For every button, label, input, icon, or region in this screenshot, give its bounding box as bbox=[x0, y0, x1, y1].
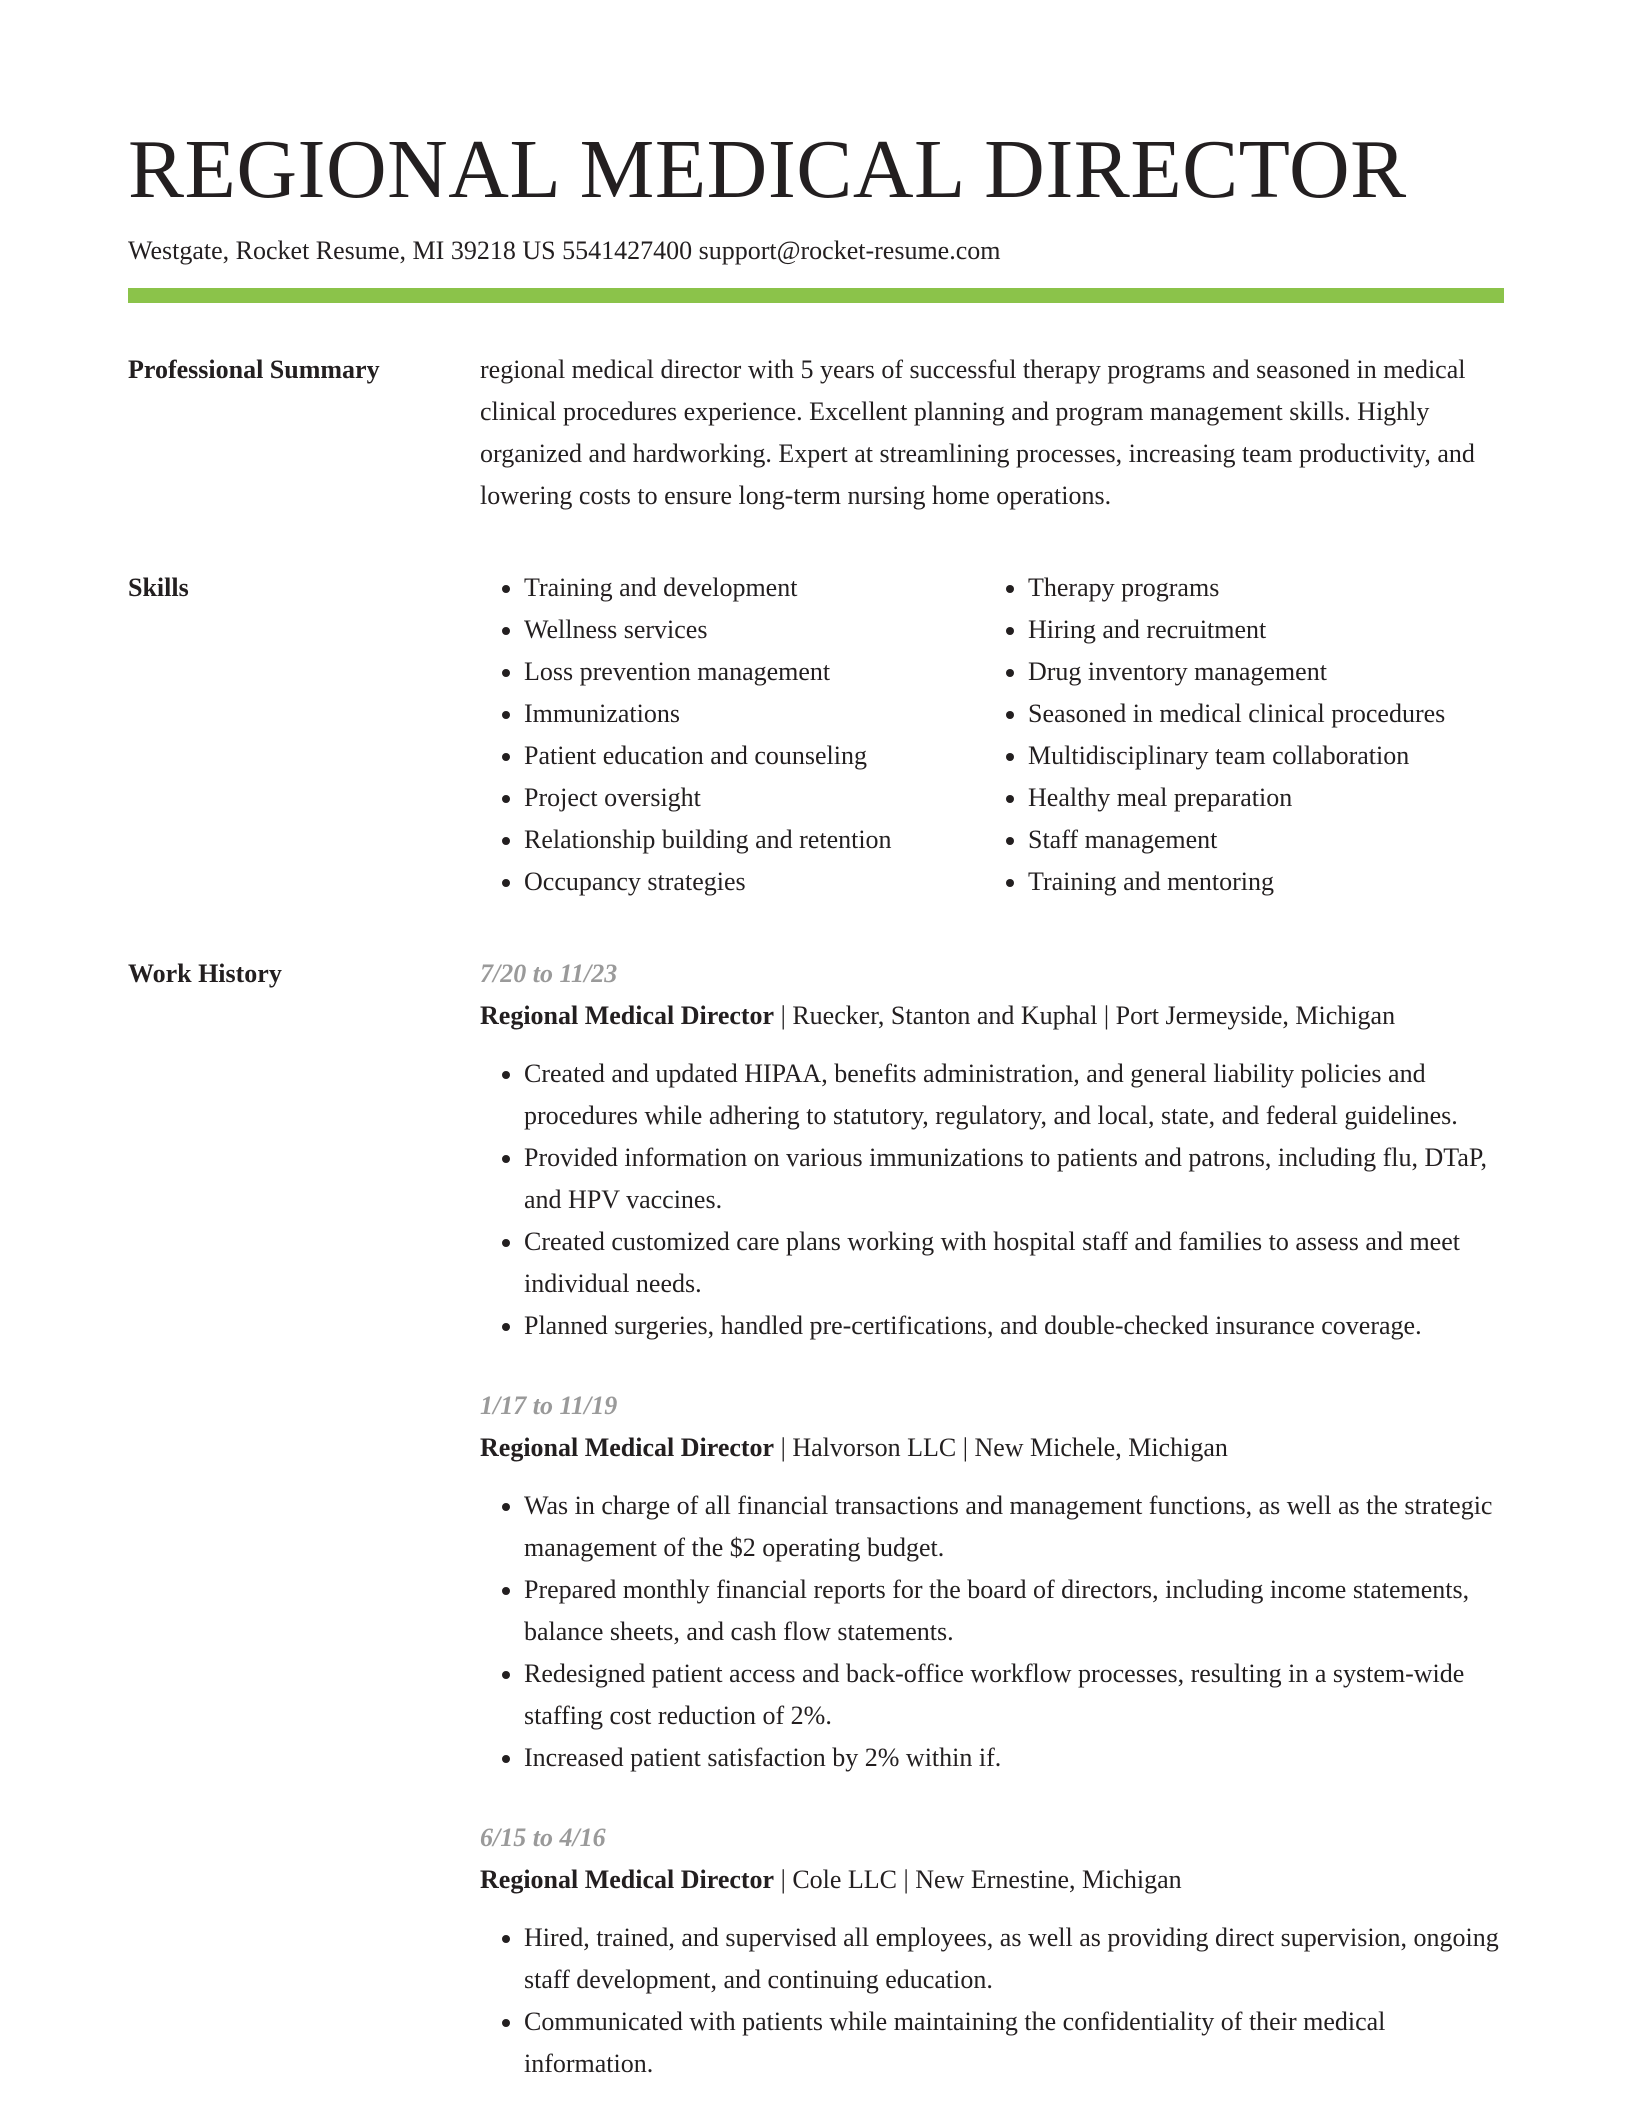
skills-list-left bbox=[480, 567, 984, 903]
summary-body bbox=[480, 349, 1504, 517]
job-title: Regional Medical Director bbox=[480, 1433, 775, 1462]
resume-page bbox=[128, 0, 1504, 2085]
job-bullet: • Provided information on various immunizations to patients and patrons, including flu, DTaP, and HPV vaccines. bbox=[524, 1137, 1504, 1221]
job-bullet: • Increased patient satisfaction by 2% within if. bbox=[524, 1737, 1504, 1779]
summary-section bbox=[128, 349, 1504, 517]
job-entry bbox=[480, 1385, 1504, 1779]
job-bullet: • Communicated with patients while maintaining the confidentiality of their medical information. bbox=[524, 2001, 1504, 2085]
job-bullet: • Created customized care plans working with hospital staff and families to assess and meet individual needs. bbox=[524, 1221, 1504, 1305]
job-entry bbox=[480, 1817, 1504, 2085]
resume-name: REGIONAL MEDICAL DIRECTOR bbox=[128, 123, 1407, 216]
skill-item: • Wellness services bbox=[524, 609, 984, 651]
job-bullet: • Planned surgeries, handled pre-certifications, and double-checked insurance coverage. bbox=[524, 1305, 1504, 1347]
skill-item: • Patient education and counseling bbox=[524, 735, 984, 777]
job-details: | Cole LLC | New Ernestine, Michigan bbox=[774, 1865, 1182, 1894]
job-heading bbox=[480, 1427, 1504, 1469]
skill-item: • Therapy programs bbox=[1028, 567, 1528, 609]
job-entry bbox=[480, 953, 1504, 1347]
contact-email: support@rocket-resume.com bbox=[698, 236, 1001, 265]
skill-item: • Training and mentoring bbox=[1028, 861, 1528, 903]
skills-body bbox=[480, 567, 1528, 903]
contact-line bbox=[128, 234, 1504, 268]
skill-item: • Seasoned in medical clinical procedures bbox=[1028, 693, 1528, 735]
skills-list-right bbox=[984, 567, 1528, 903]
skill-item: • Hiring and recruitment bbox=[1028, 609, 1528, 651]
contact-phone: 5541427400 bbox=[562, 236, 693, 265]
job-dates: 1/17 to 11/19 bbox=[480, 1391, 618, 1420]
job-bullets bbox=[480, 1917, 1504, 2085]
skills-heading: Skills bbox=[128, 573, 189, 602]
skill-item: • Staff management bbox=[1028, 819, 1528, 861]
job-heading bbox=[480, 995, 1504, 1037]
job-dates: 6/15 to 4/16 bbox=[480, 1823, 606, 1852]
skill-item: • Loss prevention management bbox=[524, 651, 984, 693]
job-bullet: • Created and updated HIPAA, benefits administration, and general liability policies and procedures while adhering to statutory, regulatory, and local, state, and federal guidelines. bbox=[524, 1053, 1504, 1137]
job-title: Regional Medical Director bbox=[480, 1001, 775, 1030]
skill-item: • Multidisciplinary team collaboration bbox=[1028, 735, 1528, 777]
work-history-heading: Work History bbox=[128, 959, 282, 988]
job-bullets bbox=[480, 1053, 1504, 1347]
job-bullet: • Hired, trained, and supervised all employees, as well as providing direct supervision, ongoing staff development, and continuing education. bbox=[524, 1917, 1504, 2001]
header-divider bbox=[128, 288, 1504, 303]
contact-address: Westgate, Rocket Resume, MI 39218 US bbox=[128, 236, 556, 265]
skills-section bbox=[128, 567, 1504, 903]
skill-item: • Healthy meal preparation bbox=[1028, 777, 1528, 819]
job-details: | Ruecker, Stanton and Kuphal | Port Jermeyside, Michigan bbox=[774, 1001, 1396, 1030]
skill-item: • Project oversight bbox=[524, 777, 984, 819]
job-details: | Halvorson LLC | New Michele, Michigan bbox=[774, 1433, 1228, 1462]
summary-text: regional medical director with 5 years of successful therapy programs and seasoned in medical clinical procedures experience. Excellent planning and program management skills. Highly organized and hardworking. Expert at streamlining processes, increasing team productivity, and lowering costs to ensure long-term nursing home operations. bbox=[480, 355, 1475, 510]
job-bullet: • Prepared monthly financial reports for the board of directors, including income statements, balance sheets, and cash flow statements. bbox=[524, 1569, 1504, 1653]
skill-item: • Relationship building and retention bbox=[524, 819, 984, 861]
skill-item: • Immunizations bbox=[524, 693, 984, 735]
job-bullets bbox=[480, 1485, 1504, 1779]
job-heading bbox=[480, 1859, 1504, 1901]
summary-heading: Professional Summary bbox=[128, 355, 380, 384]
work-history-body bbox=[480, 953, 1504, 2085]
work-history-section bbox=[128, 953, 1504, 2085]
skill-item: • Drug inventory management bbox=[1028, 651, 1528, 693]
job-bullet: • Was in charge of all financial transactions and management functions, as well as the strategic management of the $2 operating budget. bbox=[524, 1485, 1504, 1569]
skills-columns bbox=[480, 567, 1528, 903]
skill-item: • Occupancy strategies bbox=[524, 861, 984, 903]
job-bullet: • Redesigned patient access and back-office workflow processes, resulting in a system-wide staffing cost reduction of 2%. bbox=[524, 1653, 1504, 1737]
job-dates: 7/20 to 11/23 bbox=[480, 959, 618, 988]
skill-item: • Training and development bbox=[524, 567, 984, 609]
job-title: Regional Medical Director bbox=[480, 1865, 775, 1894]
